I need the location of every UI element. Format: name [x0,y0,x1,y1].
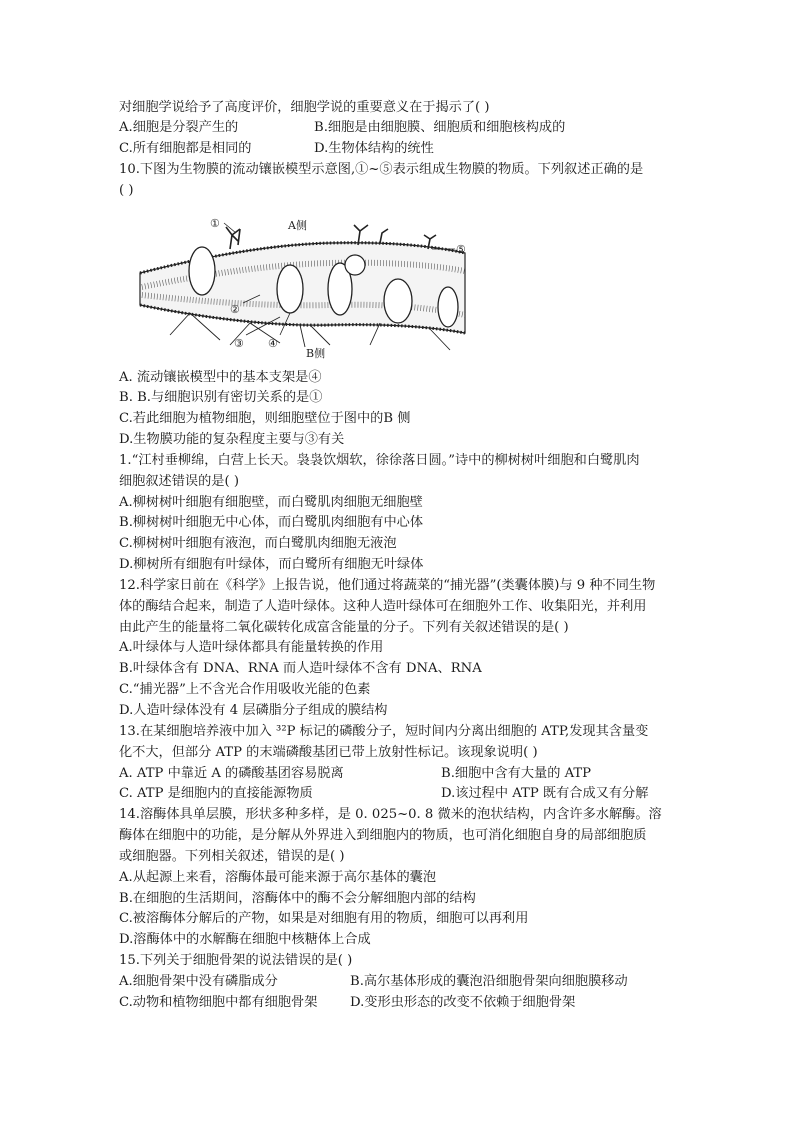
label-4: ④ [268,337,278,350]
q13-option-d: D.该过程中 ATP 既有合成又有分解 [441,786,649,801]
q10-option-c: C.若此细胞为植物细胞，则细胞壁位于图中的B 侧 [119,411,411,426]
q13-option-a: A. ATP 中靠近 A 的磷酸基团容易脱离 [119,766,344,781]
q10-option-b: B. B.与细胞识别有密切关系的是① [119,390,323,405]
membrane-model-figure [130,205,490,365]
q10-option-d: D.生物膜功能的复杂程度主要与③有关 [119,432,345,447]
q10-option-a: A. 流动镶嵌模型中的基本支架是④ [119,370,322,385]
q13-option-b: B.细胞中含有大量的 ATP [441,766,592,781]
side-a-label: A侧 [288,219,307,232]
label-1: ① [210,217,220,230]
q9-option-d: D.生物体结构的统性 [314,141,434,156]
q12-option-b: B.叶绿体含有 DNA、RNA 而人造叶绿体不含有 DNA、RNA [119,661,482,676]
q12-option-c: C.“捕光器”上不含光合作用吸收光能的色素 [119,682,371,697]
side-b-label: B侧 [306,347,326,360]
q11-option-b: B.柳树树叶细胞无中心体，而白鹭肌肉细胞有中心体 [119,515,424,530]
q15-option-d: D.变形虫形态的改变不依赖于细胞骨架 [350,995,576,1010]
q15-stem: 15.下列关于细胞骨架的说法错误的是( ) [119,953,353,968]
q9-stem: 对细胞学说给予了高度评价，细胞学说的重要意义在于揭示了( ) [119,100,490,115]
q13-option-c: C. ATP 是细胞内的直接能源物质 [119,786,313,801]
q14-stem-line3: 或细胞器。下列相关叙述，错误的是( ) [119,849,345,864]
q11-stem-line1: 1.“江村垂柳绵，白营上长天。袅袅饮烟软，徐徐落日圆。”诗中的柳树树叶细胞和白鹭肌肉 [119,453,640,468]
q12-stem-line2: 体的酶结合起来，制造了人造叶绿体。这种人造叶绿体可在细胞外工作、收集阳光，并利用 [119,599,647,614]
q12-stem-line3: 由此产生的能量将二氧化碳转化成富含能量的分子。下列有关叙述错误的是( ) [119,620,569,635]
protein-4 [384,279,412,323]
q9-option-b: B.细胞是由细胞膜、细胞质和细胞核构成的 [314,120,566,135]
q15-option-c: C.动物和植物细胞中都有细胞骨架 [119,995,318,1010]
q12-option-a: A.叶绿体与人造叶绿体都具有能量转换的作用 [119,640,384,655]
q9-option-a: A.细胞是分裂产生的 [119,120,239,135]
q15-option-a: A.细胞骨架中没有磷脂成分 [119,974,278,989]
q14-option-c: C.被溶酶体分解后的产物，如果是对细胞有用的物质，细胞可以再利用 [119,911,529,926]
label-5: ⑤ [456,243,466,256]
q10-stem-line2: ( ) [119,183,134,198]
q15-option-b: B.高尔基体形成的囊泡沿细胞骨架向细胞膜移动 [350,974,628,989]
q12-stem-line1: 12.科学家日前在《科学》上报告说，他们通过将蔬菜的“捕光器”(类囊体膜)与 9 种不同生物 [119,578,656,593]
q14-stem-line1: 14.溶酶体具单层膜，形状多种多样，是 0. 025~0. 8 微米的泡状结构，内含许多水解酶。溶 [119,807,662,822]
q9-option-c: C.所有细胞都是相同的 [119,141,252,156]
q14-option-d: D.溶酶体中的水解酶在细胞中核糖体上合成 [119,932,371,947]
q11-option-d: D.柳树所有细胞有叶绿体，而白鹭所有细胞无叶绿体 [119,557,424,572]
label-2: ② [230,303,240,316]
q11-option-c: C.柳树树叶细胞有液泡，而白鹭肌肉细胞无液泡 [119,536,397,551]
q14-option-a: A.从起源上来看，溶酶体最可能来源于高尔基体的囊泡 [119,870,437,885]
protein-1 [189,247,215,295]
label-3: ③ [234,337,244,350]
q13-stem-line2: 化不大，但部分 ATP 的末端磷酸基团已带上放射性标记。该现象说明( ) [119,745,538,760]
q12-option-d: D.人造叶绿体没有 4 层磷脂分子组成的膜结构 [119,703,388,718]
q10-stem-line1: 10.下图为生物膜的流动镶嵌模型示意图,①~⑤表示组成生物膜的物质。下列叙述正确的是 [119,162,644,177]
q14-stem-line2: 酶体在细胞中的功能，是分解从外界进入到细胞内的物质，也可消化细胞自身的局部细胞质 [119,828,647,843]
q13-stem-line1: 13.在某细胞培养液中加入 ³²P 标记的磷酸分子，短时间内分离出细胞的 ATP,发现其含量变 [119,724,649,739]
protein-5 [438,287,458,327]
q14-option-b: B.在细胞的生活期间，溶酶体中的酶不会分解细胞内部的结构 [119,891,476,906]
q11-option-a: A.柳树树叶细胞有细胞壁，而白鹭肌肉细胞无细胞壁 [119,495,423,510]
q11-stem-line2: 细胞叙述错误的是( ) [119,474,239,489]
glycoprotein-3 [380,229,388,243]
protein-2 [277,265,303,313]
fluid-mosaic-diagram [130,205,490,365]
protein-6 [345,255,365,275]
